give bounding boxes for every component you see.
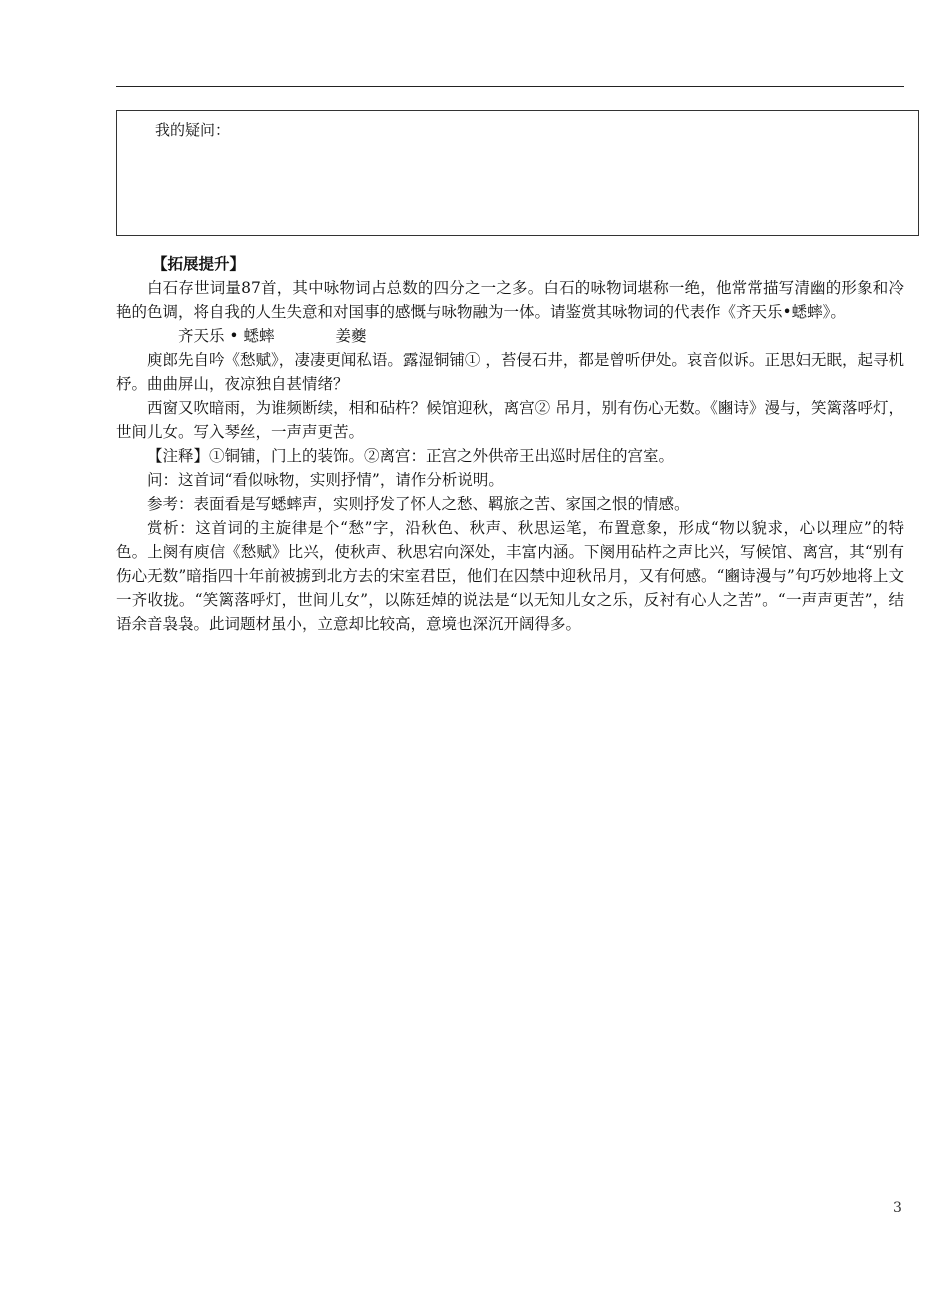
header-rule [116,86,904,87]
page-number: 3 [893,1200,902,1216]
question-box [116,110,919,236]
reference-paragraph: 参考：表面看是写蟋蟀声，实则抒发了怀人之愁、羁旅之苦、家国之恨的情感。 [147,495,690,513]
notes-paragraph: 【注释】①铜铺，门上的装饰。②离宫：正宫之外供帝王出巡时居住的宫室。 [147,447,675,465]
poem-author: 姜夔 [335,327,367,345]
poem-title: 齐天乐 • 蟋蟀 [178,327,275,345]
appreciation-paragraph: 赏析：这首词的主旋律是个“愁”字，沿秋色、秋声、秋思运笔，布置意象，形成“物以貌求，心以理应”的特色。上阕有庾信《愁赋》比兴，使秋声、秋思宕向深处，丰富内涵。下阕用砧杵之声比兴，写候馆、离宫，其“别有伤心无数”暗指四十年前被掳到北方去的宋室君臣，他们在囚禁中迎秋吊月，又有何感。“豳诗漫与”句巧妙地将上文一齐收拢。“笑篱落呼灯，世间儿女”，以陈廷焯的说法是“以无知儿女之乐，反衬有心人之苦”。“一声声更苦”，结语余音袅袅。此词题材虽小，立意却比较高，意境也深沉开阔得多。 [116,519,904,633]
intro-paragraph: 白石存世词量87首，其中咏物词占总数的四分之一之多。白石的咏物词堪称一绝，他常常描写清幽的形象和冷艳的色调，将自我的人生失意和对国事的感慨与咏物融为一体。请鉴赏其咏物词的代表作《齐天乐•蟋蟀》。 [116,279,904,321]
extension-section [116,252,904,636]
question-paragraph: 问：这首词“看似咏物，实则抒情”，请作分析说明。 [147,471,504,489]
poem-title-line [116,324,904,348]
question-label: 我的疑问： [155,121,231,139]
section-heading: 【拓展提升】 [152,254,246,273]
poem-stanza-1: 庾郎先自吟《愁赋》，凄凄更闻私语。露湿铜铺① ，苔侵石井，都是曾听伊处。哀音似诉。正思妇无眠，起寻机杼。曲曲屏山，夜凉独自甚情绪？ [116,351,904,393]
poem-stanza-2: 西窗又吹暗雨，为谁频断续，相和砧杵？候馆迎秋，离宫② 吊月，别有伤心无数。《豳诗》漫与，笑篱落呼灯，世间儿女。写入琴丝，一声声更苦。 [116,399,904,441]
